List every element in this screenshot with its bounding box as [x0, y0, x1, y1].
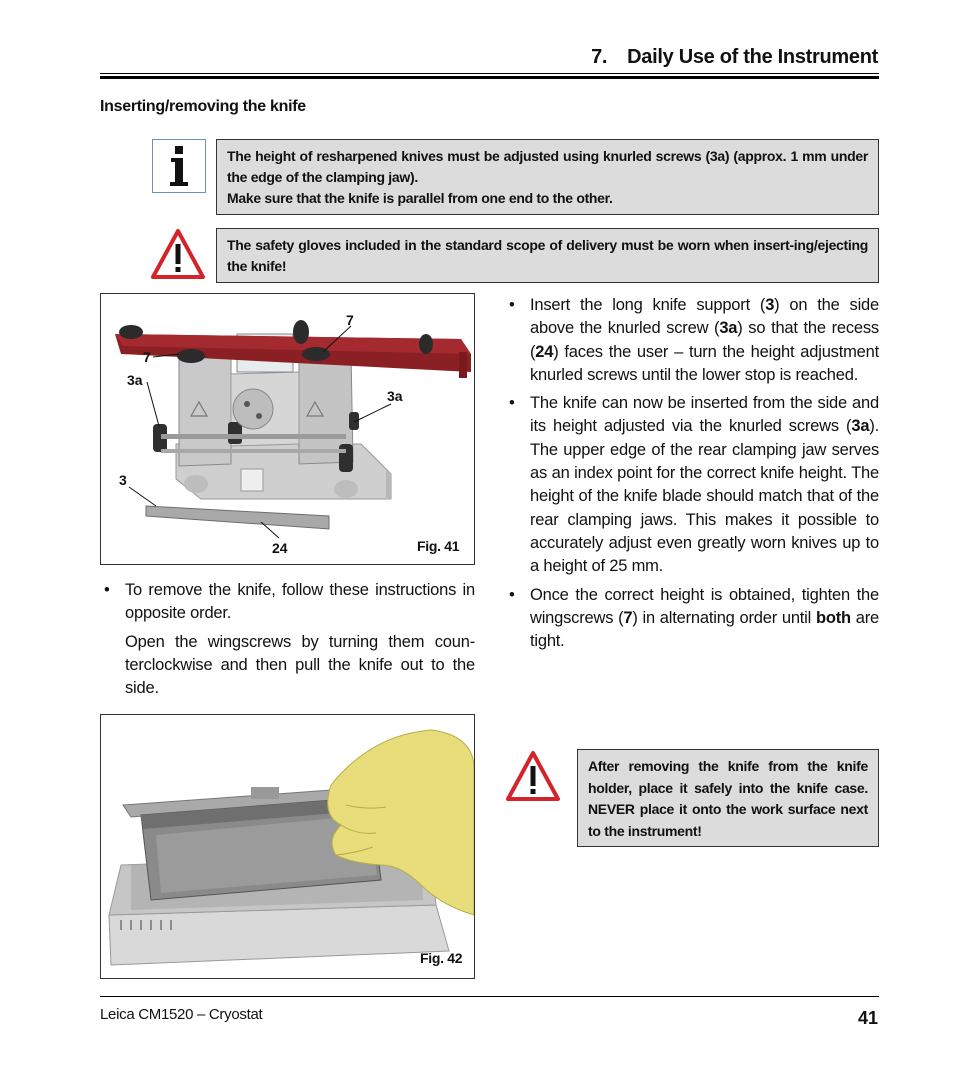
figure-41: [100, 293, 475, 565]
chapter-title-text: Daily Use of the Instrument: [627, 46, 878, 68]
knife-case-warning-box: [577, 749, 879, 847]
knife-holder-illustration: [101, 294, 474, 564]
warning-triangle-icon: [505, 750, 561, 802]
callout-7-top: 7: [346, 312, 354, 328]
list-item: [100, 579, 475, 626]
text-run: ) on the side above the knurled screw (: [530, 296, 879, 338]
list-item: [505, 584, 879, 654]
ref-3a: 3a: [719, 319, 738, 338]
text-run: ). The upper edge of the rear clamping jaw serves as an index point for the correct knife height. The height of the knife blade should match that of the rear clamping jaws. This makes it possible to accurately adjust even greatly worn knives up to a height of 25 mm.: [530, 417, 879, 576]
footer-product: Leica CM1520 – Cryostat: [100, 1006, 263, 1023]
chapter-number: 7.: [591, 46, 608, 68]
info-icon: [152, 139, 206, 193]
text-run: ) so that the recess (: [530, 319, 879, 361]
right-column-text: [505, 294, 879, 658]
figure-42: [100, 714, 475, 979]
text-run: are tight.: [530, 608, 879, 651]
text-run: ) in alternating order until: [632, 608, 816, 627]
list-item: [505, 392, 879, 578]
remove-knife-bullet: To remove the knife, follow these instructions in opposite order.: [125, 581, 475, 623]
footer-rule: [100, 996, 879, 997]
bullet-dot: •: [509, 585, 515, 604]
bullet-dot: •: [509, 394, 515, 413]
ref-24: 24: [535, 342, 554, 361]
emphasis-both: both: [815, 608, 851, 627]
remove-knife-paragraph: Open the wingscrews by turning them coun-terclockwise and then pull the knife out to the side.: [125, 632, 475, 698]
warning-triangle-icon: [150, 228, 206, 280]
info-note-line-1: The height of resharpened knives must be adjusted using knurled screws (3a) (approx. 1 mm under the edge of the clamping jaw).: [227, 148, 868, 185]
gloves-warning-box: [216, 228, 879, 283]
bullet-dot: •: [104, 581, 110, 599]
callout-7-left: 7: [143, 349, 151, 365]
callout-24: 24: [272, 540, 288, 556]
section-heading: Inserting/removing the knife: [100, 98, 306, 115]
left-column-text: [100, 579, 475, 700]
info-note-box: [216, 139, 879, 215]
text-run: Once the correct height is obtained, tighten the wingscrews (: [530, 585, 879, 627]
gloves-warning-text: The safety gloves included in the standard scope of delivery must be worn when insert-ing/ejecting the knife!: [227, 237, 868, 274]
list-item: [505, 294, 879, 387]
figure-41-caption: Fig. 41: [417, 538, 460, 554]
callout-3a-left: 3a: [127, 372, 143, 388]
header-rule-thick: [100, 76, 879, 79]
text-run: The knife can now be inserted from the side and its height adjusted via the knurled screws (: [530, 394, 879, 436]
text-run: Insert the long knife support (: [530, 296, 766, 314]
knife-case-warning-text: After removing the knife from the knife holder, place it safely into the knife case. NEVER place it onto the work surface next to the instrument!: [588, 758, 868, 839]
figure-42-caption: Fig. 42: [420, 950, 463, 966]
knife-case-illustration: [101, 715, 474, 978]
ref-7: 7: [623, 608, 633, 627]
info-note-line-2: Make sure that the knife is parallel from one end to the other.: [227, 190, 613, 206]
chapter-title: [591, 46, 878, 69]
callout-3a-right: 3a: [387, 388, 403, 404]
bullet-dot: •: [509, 296, 515, 314]
ref-3a: 3a: [851, 417, 870, 436]
ref-3: 3: [765, 296, 775, 314]
header-rule-thin: [100, 73, 879, 74]
callout-3: 3: [119, 472, 127, 488]
text-run: ) faces the user – turn the height adjustment knurled screws until the lower stop is reached.: [530, 342, 879, 384]
page-number: 41: [857, 1008, 878, 1028]
